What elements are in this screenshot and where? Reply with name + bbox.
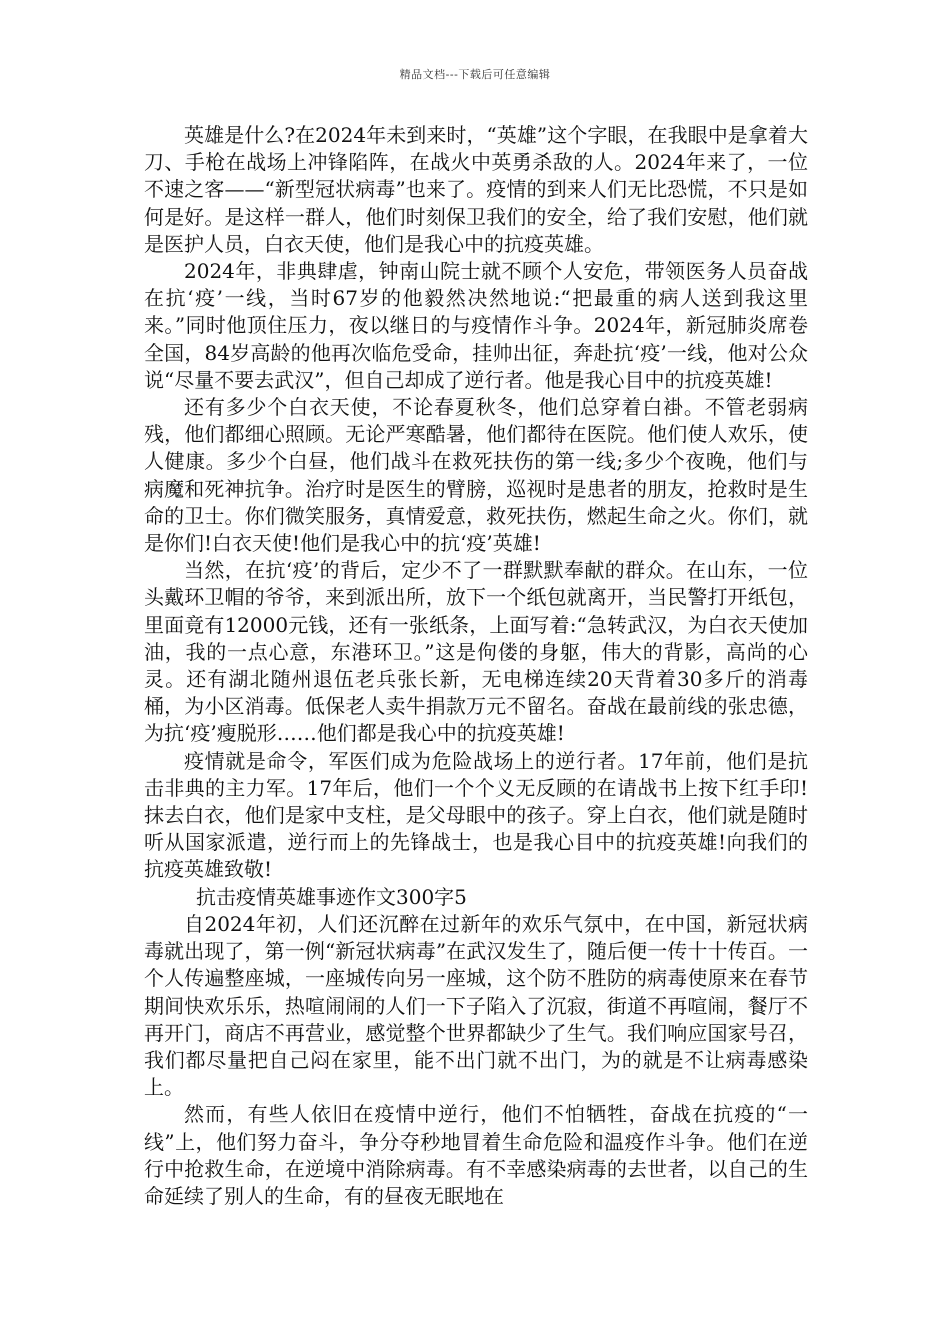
page-header: 精品文档---下载后可任意编辑 xyxy=(399,68,551,81)
paragraph-6: 自2024年初，人们还沉醉在过新年的欢乐气氛中，在中国，新冠状病毒就出现了，第一例“新冠状病毒”在武汉发生了，随后便一传十十传百。一个人传遍整座城，一座城传向另一座城，这个防不胜防的病毒使原来在春节期间快欢乐乐，热喧闹闹的人们一下子陷入了沉寂，街道不再喧闹，餐厅不再开门，商店不再营业，感觉整个世界都缺少了生气。我们响应国家号召，我们都尽量把自己闷在家里，能不出门就不出门，为的就是不让病毒感染上。 xyxy=(144,911,808,1100)
paragraph-1: 英雄是什么?在2024年未到来时，“英雄”这个字眼，在我眼中是拿着大刀、手枪在战场上冲锋陷阵，在战火中英勇杀敌的人。2024年来了，一位不速之客——“新型冠状病毒”也来了。疫情的到来人们无比恐慌，不只是如何是好。是这样一群人，他们时刻保卫我们的安全，给了我们安慰，他们就是医护人员，白衣天使，他们是我心中的抗疫英雄。 xyxy=(144,123,808,256)
paragraph-7: 然而，有些人依旧在疫情中逆行，他们不怕牺牲，奋战在抗疫的“一线”上，他们努力奋斗，争分夺秒地冒着生命危险和温疫作斗争。他们在逆行中抢救生命，在逆境中消除病毒。有不幸感染病毒的去世者，以自己的生命延续了别人的生命，有的昼夜无眠地在 xyxy=(144,1102,808,1208)
paragraph-4: 当然，在抗‘疫’的背后，定少不了一群默默奉献的群众。在山东，一位头戴环卫帽的爷爷，来到派出所，放下一个纸包就离开，当民警打开纸包，里面竟有12000元钱，还有一张纸条，上面写着:“急转武汉，为白衣天使加油，我的一点心意，东港环卫。”这是佝偻的身躯，伟大的背影，高尚的心灵。还有湖北随州退伍老兵张长新，无电梯连续20天背着30多斤的消毒桶，为小区消毒。低保老人卖牛捐款万元不留名。奋战在最前线的张忠德，为抗‘疫’瘦脱形……他们都是我心中的抗疫英雄! xyxy=(144,558,808,746)
section-subtitle: 抗击疫情英雄事迹作文300字5 xyxy=(196,884,467,909)
article-body xyxy=(144,122,808,1210)
paragraph-2: 2024年，非典肆虐，钟南山院士就不顾个人安危，带领医务人员奋战在抗‘疫’一线，当时67岁的他毅然决然地说:“把最重的病人送到我这里来。”同时他顶住压力，夜以继日的与疫情作斗争。2024年，新冠肺炎席卷全国，84岁高龄的他再次临危受命，挂帅出征，奔赴抗‘疫’一线，他对公众说“尽量不要去武汉”，但自己却成了逆行者。他是我心目中的抗疫英雄! xyxy=(144,259,808,392)
paragraph-3: 还有多少个白衣天使，不论春夏秋冬，他们总穿着白褂。不管老弱病残，他们都细心照顾。无论严寒酷暑，他们都待在医院。他们使人欢乐，使人健康。多少个白昼，他们战斗在救死扶伤的第一线;多少个夜晚，他们与病魔和死神抗争。治疗时是医生的臂膀，巡视时是患者的朋友，抢救时是生命的卫士。你们微笑服务，真情爱意，救死扶伤，燃起生命之火。你们，就是你们!白衣天使!他们是我心中的抗‘疫’英雄! xyxy=(144,395,808,556)
paragraph-5: 疫情就是命令，军医们成为危险战场上的逆行者。17年前，他们是抗击非典的主力军。17年后，他们一个个义无反顾的在请战书上按下红手印!抹去白衣，他们是家中支柱，是父母眼中的孩子。穿上白衣，他们就是随时听从国家派遣，逆行而上的先锋战士，也是我心目中的抗疫英雄!向我们的抗疫英雄致敬! xyxy=(144,748,808,882)
